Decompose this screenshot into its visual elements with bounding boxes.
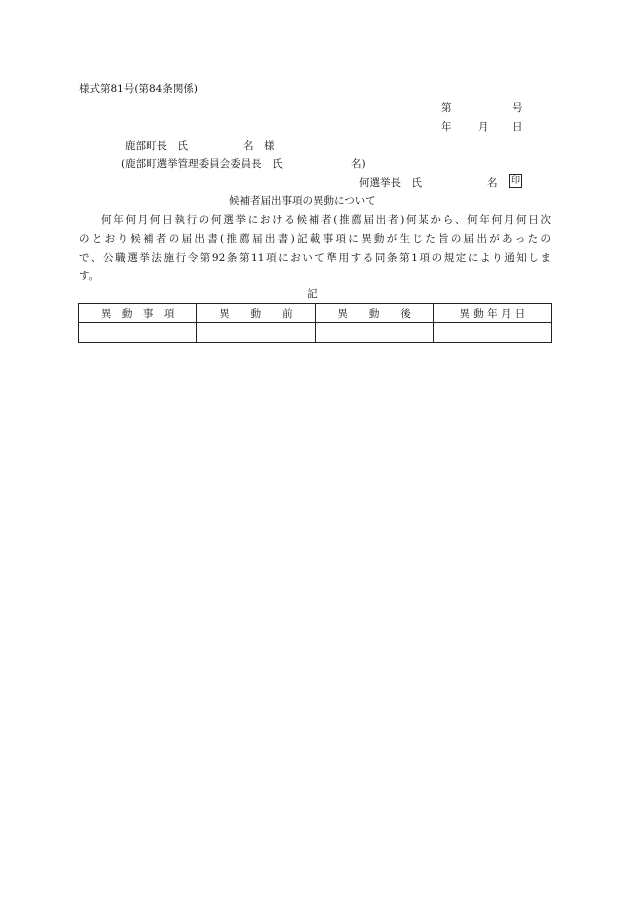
form-number: 様式第81号(第84条関係) <box>79 83 198 95</box>
recipient-committee-title: (鹿部町選挙管理委員会委員長 氏 <box>121 158 283 170</box>
date-month: 月 <box>478 121 489 133</box>
date-year: 年 <box>441 121 452 133</box>
doc-number-prefix: 第 <box>441 102 452 114</box>
seal-mark: 印 <box>510 176 520 186</box>
date-day: 日 <box>512 121 523 133</box>
body-line-3: で、公職選挙法施行令第92条第11項において準用する同条第1項の規定により通知しま <box>79 252 551 264</box>
recipient-committee-name: 名) <box>351 158 366 170</box>
header-change-date: 異 動 年 月 日 <box>433 304 551 323</box>
table-cell <box>197 323 315 343</box>
sender-title: 何選挙長 氏 <box>359 177 422 189</box>
header-before-change: 異 動 前 <box>197 304 315 323</box>
ki-heading: 記 <box>307 288 318 300</box>
table-row <box>79 323 552 343</box>
sender-name: 名 <box>487 177 498 189</box>
header-change-item: 異 動 事 項 <box>79 304 197 323</box>
doc-number-suffix: 号 <box>512 102 523 114</box>
table-cell <box>79 323 197 343</box>
table-header-row <box>79 304 552 323</box>
table-cell <box>433 323 551 343</box>
table-cell <box>315 323 433 343</box>
recipient-mayor-title: 鹿部町長 氏 <box>125 140 188 152</box>
body-line-2: のとおり候補者の届出書(推薦届出書)記載事項に異動が生じた旨の届出があったの <box>79 233 551 245</box>
changes-table <box>78 303 552 343</box>
recipient-mayor-name: 名 様 <box>243 140 275 152</box>
subject-title: 候補者届出事項の異動について <box>229 195 376 207</box>
body-line-4: す。 <box>79 270 100 282</box>
body-line-1: 何年何月何日執行の何選挙における候補者(推薦届出者)何某から、何年何月何日次 <box>101 214 551 226</box>
header-after-change: 異 動 後 <box>315 304 433 323</box>
seal-stamp <box>509 174 522 188</box>
